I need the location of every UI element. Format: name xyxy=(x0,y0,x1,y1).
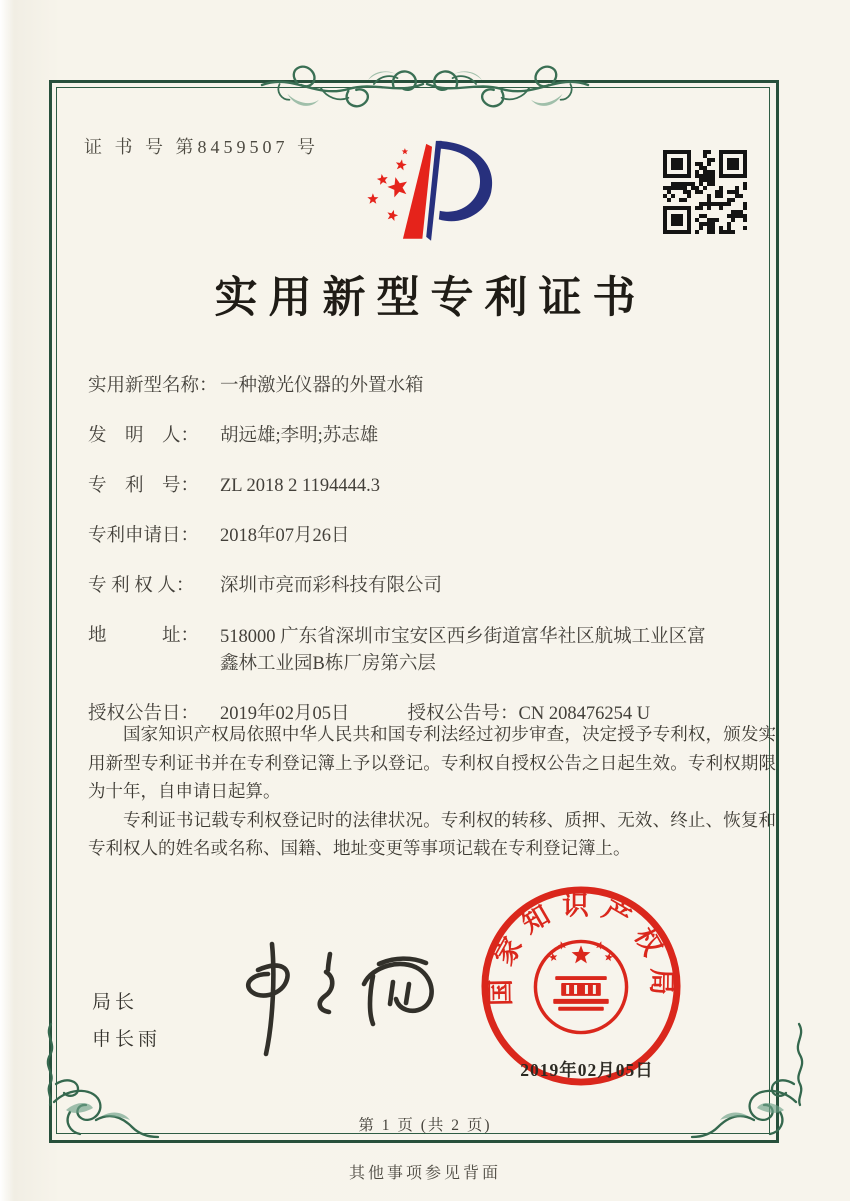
legal-paragraph-2: 专利证书记载专利权登记时的法律状况。专利权的转移、质押、无效、终止、恢复和专利权人的姓名或名称、国籍、地址变更等事项记载在专利登记簿上。 xyxy=(88,809,776,858)
back-note: 其他事项参见背面 xyxy=(348,1165,501,1182)
grant-number-value: CN 208476254 U xyxy=(518,704,651,724)
seal-text: 国家知识产权局 xyxy=(485,890,677,1007)
field-row-address xyxy=(88,624,780,678)
field-value: ZL 2018 2 1194444.3 xyxy=(220,476,380,496)
certificate-number: 证 书 号 第8459507 号 xyxy=(84,137,319,157)
commissioner-signature xyxy=(222,938,458,1062)
field-row-patent-number xyxy=(88,474,780,498)
field-value: 一种激光仪器的外置水箱 xyxy=(220,376,424,396)
field-row-inventors xyxy=(88,424,780,448)
page-number: 第 1 页 (共 2 页) xyxy=(358,1117,492,1134)
qr-code xyxy=(663,150,747,234)
field-label: 发 明 人： xyxy=(88,426,200,446)
cnipa-logo-icon xyxy=(338,138,528,264)
logo-p-bowl xyxy=(439,141,492,221)
field-value: 518000 广东省深圳市宝安区西乡街道富华社区航城工业区富鑫林工业园B栋厂房第六层 xyxy=(220,627,706,674)
legal-paragraph-1: 国家知识产权局依照中华人民共和国专利法经过初步审查，决定授予专利权，颁发实用新型专利证书并在专利登记簿上予以登记。专利权自授权公告之日起生效。专利权期限为十年，自申请日起算。 xyxy=(88,724,776,801)
seal-date: 2019年02月05日 xyxy=(520,1060,654,1080)
certificate-title: 实用新型专利证书 xyxy=(214,275,647,322)
field-row-patentee xyxy=(88,574,780,598)
officer-name: 申长雨 xyxy=(92,1029,162,1050)
grant-date-value: 2019年02月05日 xyxy=(220,704,350,724)
legal-text xyxy=(88,720,776,863)
field-value: 深圳市亮而彩科技有限公司 xyxy=(220,576,443,596)
grant-number-label: 授权公告号： xyxy=(407,704,519,724)
bottom-right-flourish xyxy=(682,1022,814,1154)
bottom-left-flourish xyxy=(36,1022,168,1154)
grant-date-label: 授权公告日： xyxy=(88,704,200,724)
field-label: 实用新型名称： xyxy=(88,376,218,396)
field-label: 专 利 号： xyxy=(88,476,200,496)
certificate-fields xyxy=(88,374,780,726)
national-emblem xyxy=(535,941,626,1032)
field-value: 2018年07月26日 xyxy=(220,526,350,546)
field-label: 地 址： xyxy=(88,626,200,646)
field-value: 胡远雄;李明;苏志雄 xyxy=(220,426,379,446)
top-border-ornament xyxy=(258,54,592,118)
field-row-name xyxy=(88,374,780,398)
field-label: 专利申请日： xyxy=(88,526,200,546)
logo-stars xyxy=(367,148,408,221)
field-row-filing-date xyxy=(88,524,780,548)
officer-title: 局长 xyxy=(92,992,139,1013)
field-label: 专 利 权 人： xyxy=(88,576,195,596)
